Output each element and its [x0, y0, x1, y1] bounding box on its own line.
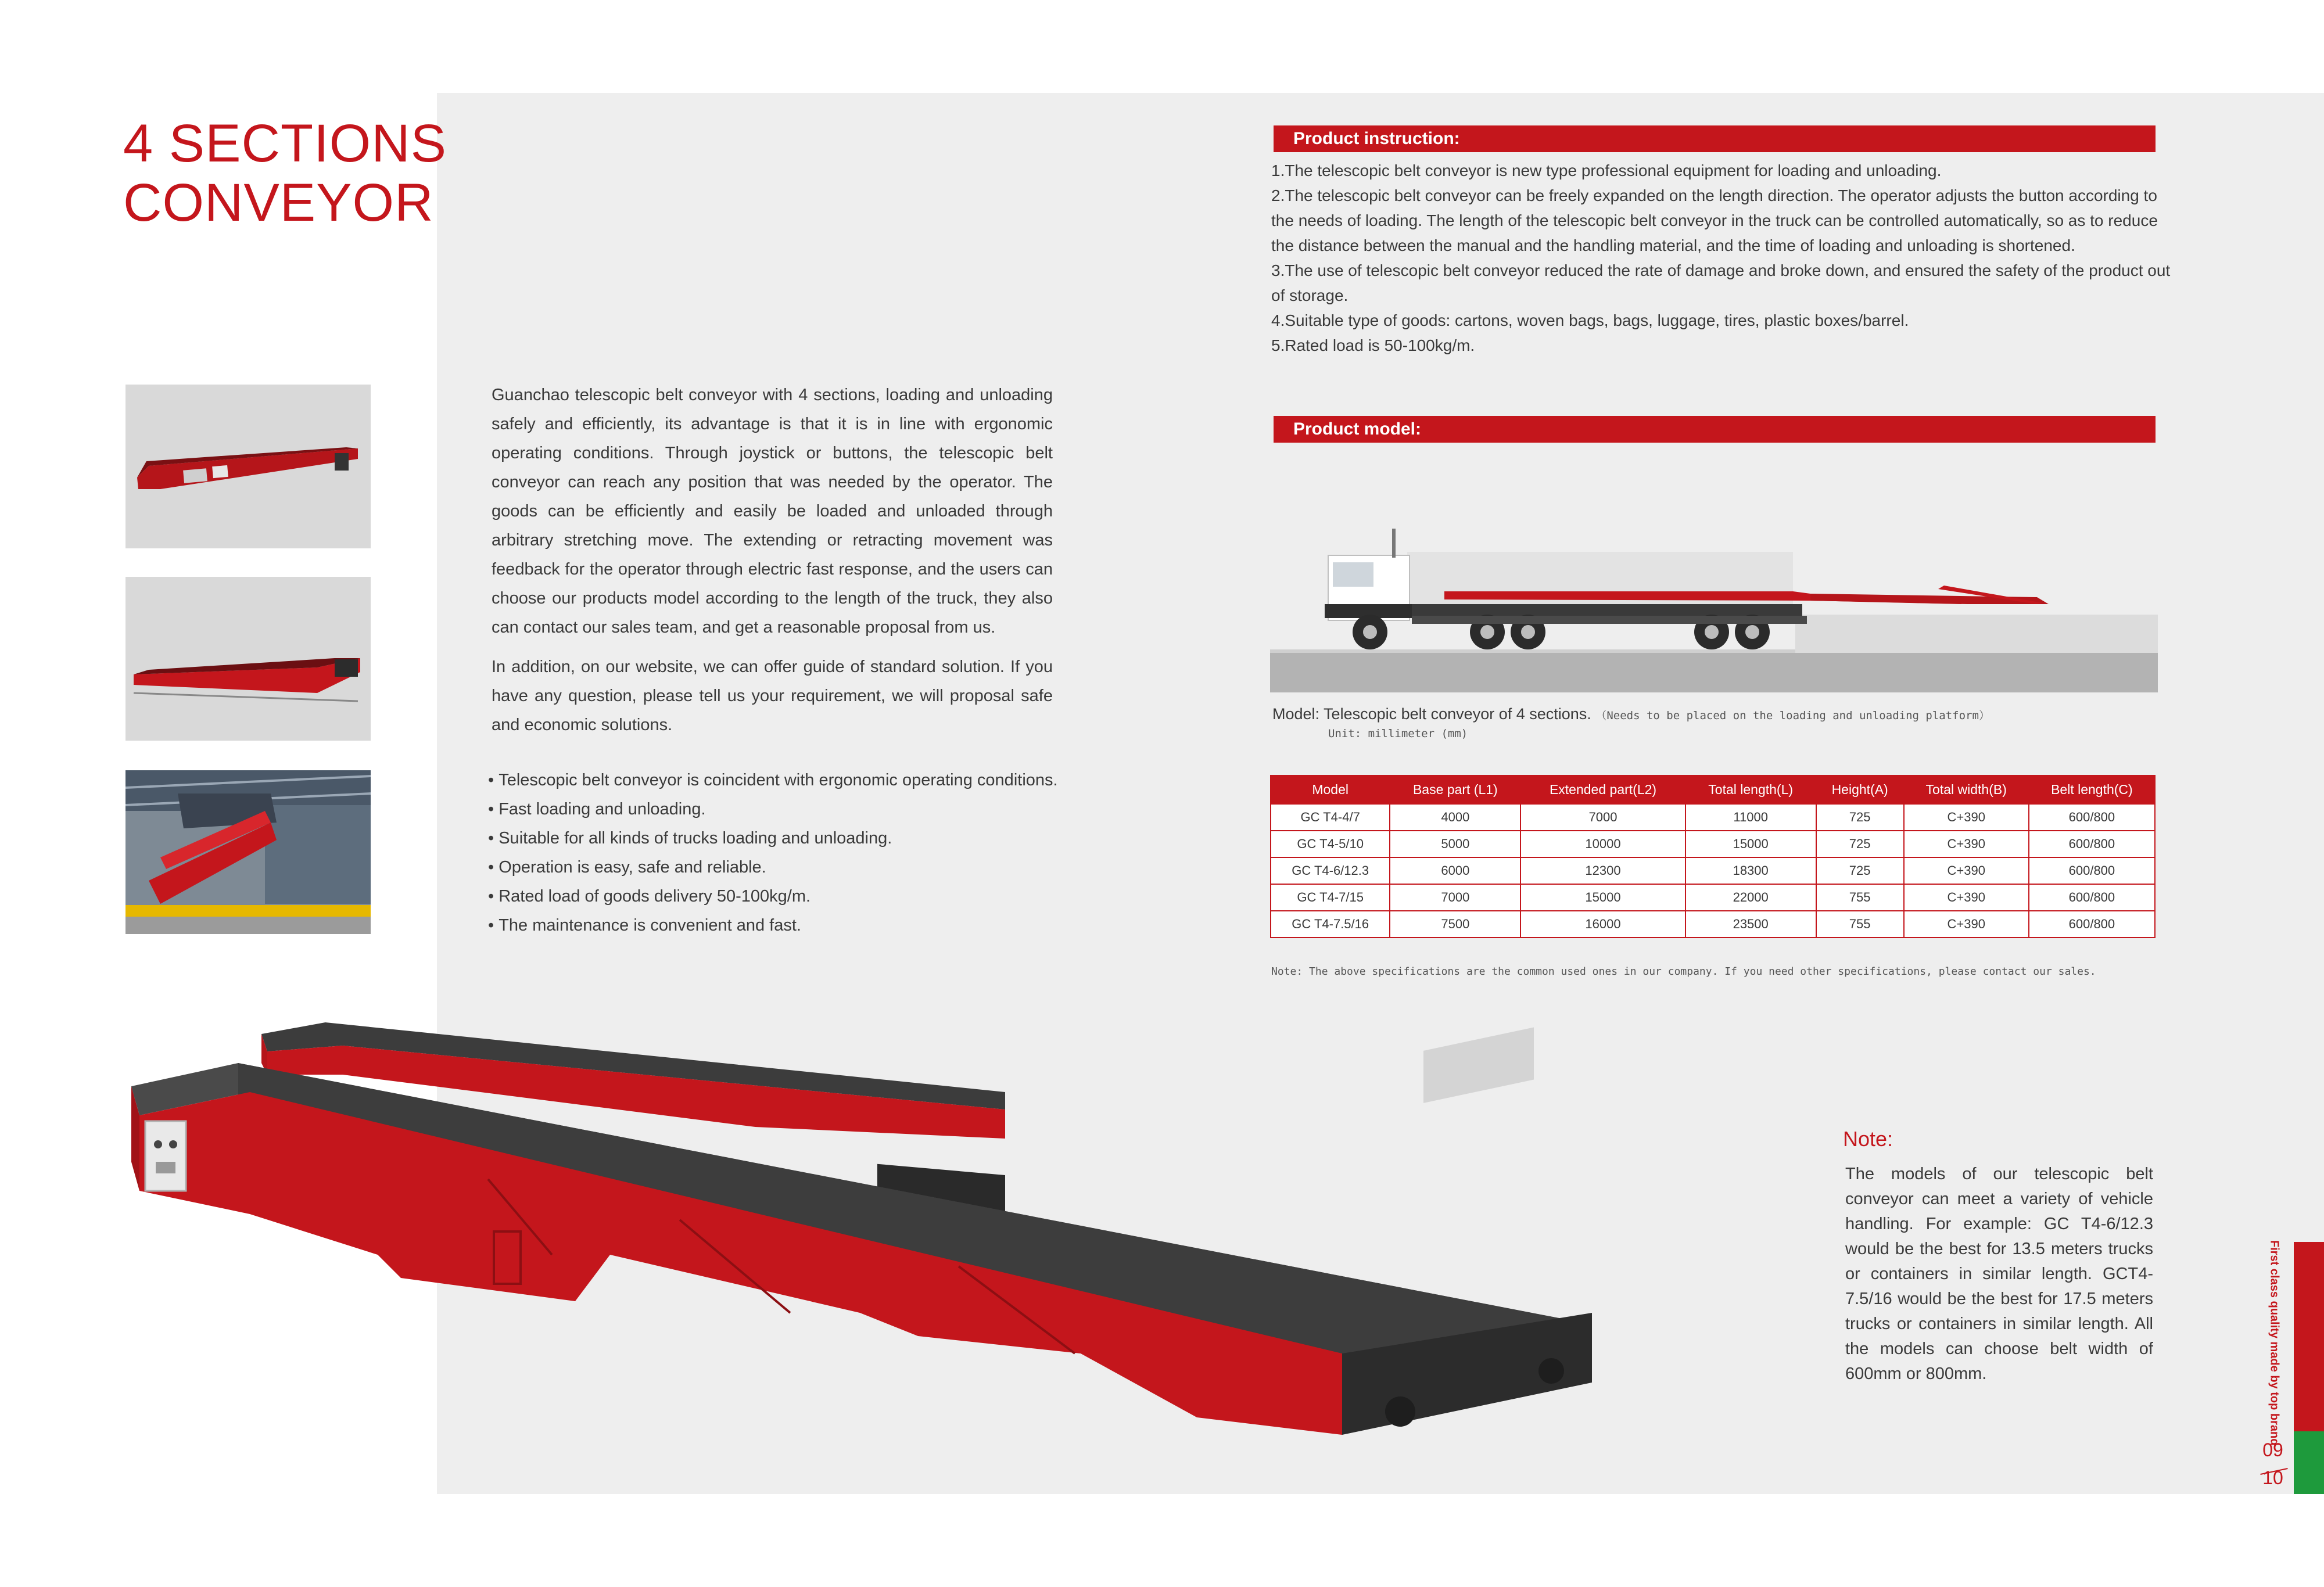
model-caption-note: （Needs to be placed on the loading and unloading platform）: [1595, 709, 1990, 722]
conveyor-product-image: [122, 1011, 1609, 1452]
table-row: [1271, 831, 2155, 857]
feature-item: • Operation is easy, safe and reliable.: [488, 853, 1127, 882]
page-number-left: 09: [2262, 1439, 2283, 1460]
table-cell: 10000: [1520, 831, 1685, 857]
table-cell: 22000: [1685, 884, 1816, 911]
table-cell: 5000: [1390, 831, 1520, 857]
spec-header-cell: Base part (L1): [1390, 775, 1520, 804]
table-cell: 725: [1816, 831, 1904, 857]
feature-item: • Fast loading and unloading.: [488, 795, 1127, 824]
table-cell: 600/800: [2029, 884, 2155, 911]
table-cell: 600/800: [2029, 857, 2155, 884]
instruction-item: 5.Rated load is 50-100kg/m.: [1271, 336, 1475, 354]
instruction-item: 4.Suitable type of goods: cartons, woven bags, bags, luggage, tires, plastic boxes/barrel.: [1271, 311, 1909, 329]
table-row: [1271, 884, 2155, 911]
feature-item: • Suitable for all kinds of trucks loading and unloading.: [488, 824, 1127, 853]
table-cell: 23500: [1685, 911, 1816, 938]
spec-header-cell: Extended part(L2): [1520, 775, 1685, 804]
product-thumbnail-extended: [125, 577, 371, 741]
table-cell: 7000: [1390, 884, 1520, 911]
brand-slogan: First class quality made by top brand: [2268, 1240, 2281, 1446]
table-row: [1271, 911, 2155, 938]
side-accent-green: [2294, 1431, 2324, 1494]
page-title: [123, 114, 447, 232]
spec-table: [1270, 775, 2156, 938]
spec-header-cell: Total width(B): [1904, 775, 2029, 804]
table-cell: C+390: [1904, 857, 2029, 884]
instruction-item: 1.The telescopic belt conveyor is new type professional equipment for loading and unloading.: [1271, 161, 1942, 179]
table-cell: C+390: [1904, 911, 2029, 938]
product-thumbnail-warehouse: [125, 770, 371, 934]
page-number-right: 10: [2262, 1467, 2283, 1488]
table-cell: GC T4-7/15: [1271, 884, 1390, 911]
table-cell: 6000: [1390, 857, 1520, 884]
table-cell: 600/800: [2029, 911, 2155, 938]
title-line-2: CONVEYOR: [123, 173, 434, 232]
intro-paragraph-2: In addition, on our website, we can offer guide of standard solution. If you have any question, please tell us your requirement, we will proposal safe and economic solutions.: [492, 658, 1053, 734]
intro-text: [492, 380, 1053, 739]
table-cell: C+390: [1904, 831, 2029, 857]
model-caption-text: Model: Telescopic belt conveyor of 4 sections.: [1272, 705, 1591, 723]
table-cell: 15000: [1520, 884, 1685, 911]
table-cell: GC T4-6/12.3: [1271, 857, 1390, 884]
note-body: The models of our telescopic belt conveyor can meet a variety of vehicle handling. For example: GC T4-6/12.3 would be the best for 13.5 meters trucks or containers in similar length. GCT4-7.5/16 would be the best for 17.5 meters trucks or containers in similar length. All the models can choose belt width of 600mm or 800mm.: [1845, 1165, 2153, 1383]
feature-item: • The maintenance is convenient and fast.: [488, 911, 1127, 940]
feature-list: [488, 766, 1127, 940]
table-cell: 12300: [1520, 857, 1685, 884]
instruction-list: [1271, 158, 2172, 358]
title-line-1: 4 SECTIONS: [123, 114, 447, 173]
spec-header-cell: Total length(L): [1685, 775, 1816, 804]
product-thumbnail-retracted: [125, 385, 371, 548]
spec-table-note: Note: The above specifications are the common used ones in our company. If you need other specifications, please contact our sales.: [1271, 965, 2096, 978]
table-cell: 7000: [1520, 804, 1685, 831]
spec-header-cell: Belt length(C): [2029, 775, 2155, 804]
table-cell: 755: [1816, 911, 1904, 938]
table-cell: 725: [1816, 857, 1904, 884]
spec-header-cell: Model: [1271, 775, 1390, 804]
feature-item: • Telescopic belt conveyor is coincident with ergonomic operating conditions.: [488, 766, 1127, 795]
model-caption: [1272, 705, 1990, 723]
model-unit: Unit: millimeter (mm): [1328, 727, 1468, 740]
side-accent-red: [2294, 1242, 2324, 1431]
spec-header-cell: Height(A): [1816, 775, 1904, 804]
model-heading: Product model:: [1274, 416, 2156, 443]
table-cell: GC T4-5/10: [1271, 831, 1390, 857]
truck-loading-illustration: [1270, 517, 2158, 692]
table-cell: 4000: [1390, 804, 1520, 831]
table-cell: GC T4-4/7: [1271, 804, 1390, 831]
table-cell: C+390: [1904, 804, 2029, 831]
table-cell: 600/800: [2029, 831, 2155, 857]
note-title: Note:: [1843, 1127, 1893, 1151]
table-row: [1271, 857, 2155, 884]
spec-table-header-row: [1271, 775, 2155, 804]
table-cell: 7500: [1390, 911, 1520, 938]
instruction-heading: Product instruction:: [1274, 125, 2156, 152]
table-cell: 725: [1816, 804, 1904, 831]
intro-paragraph-1: Guanchao telescopic belt conveyor with 4 sections, loading and unloading safely and efficiently, its advantage is that it is in line with ergonomic operating conditions. Through joystick or buttons, the telescopic belt conveyor can reach any position that was needed by the operator. The goods can be efficiently and easily be loaded and unloaded through arbitrary stretching move. The extending or retracting movement was feedback for the operator through electric fast response, and the users can choose our products model according to the length of the truck, they also can contact our sales team, and get a reasonable proposal from us.: [492, 386, 1053, 637]
table-cell: GC T4-7.5/16: [1271, 911, 1390, 938]
table-cell: 755: [1816, 884, 1904, 911]
table-cell: 15000: [1685, 831, 1816, 857]
table-cell: 16000: [1520, 911, 1685, 938]
table-row: [1271, 804, 2155, 831]
table-cell: 600/800: [2029, 804, 2155, 831]
instruction-item: 2.The telescopic belt conveyor can be freely expanded on the length direction. The operator adjusts the button according to the needs of loading. The length of the telescopic belt conveyor in the truck can be controlled automatically, so as to reduce the distance between the manual and the handling material, and the time of loading and unloading is shortened.: [1271, 186, 2158, 254]
table-cell: C+390: [1904, 884, 2029, 911]
instruction-item: 3.The use of telescopic belt conveyor reduced the rate of damage and broke down, and ensured the safety of the product out of storage.: [1271, 261, 2171, 304]
table-cell: 18300: [1685, 857, 1816, 884]
table-cell: 11000: [1685, 804, 1816, 831]
feature-item: • Rated load of goods delivery 50-100kg/m.: [488, 882, 1127, 911]
